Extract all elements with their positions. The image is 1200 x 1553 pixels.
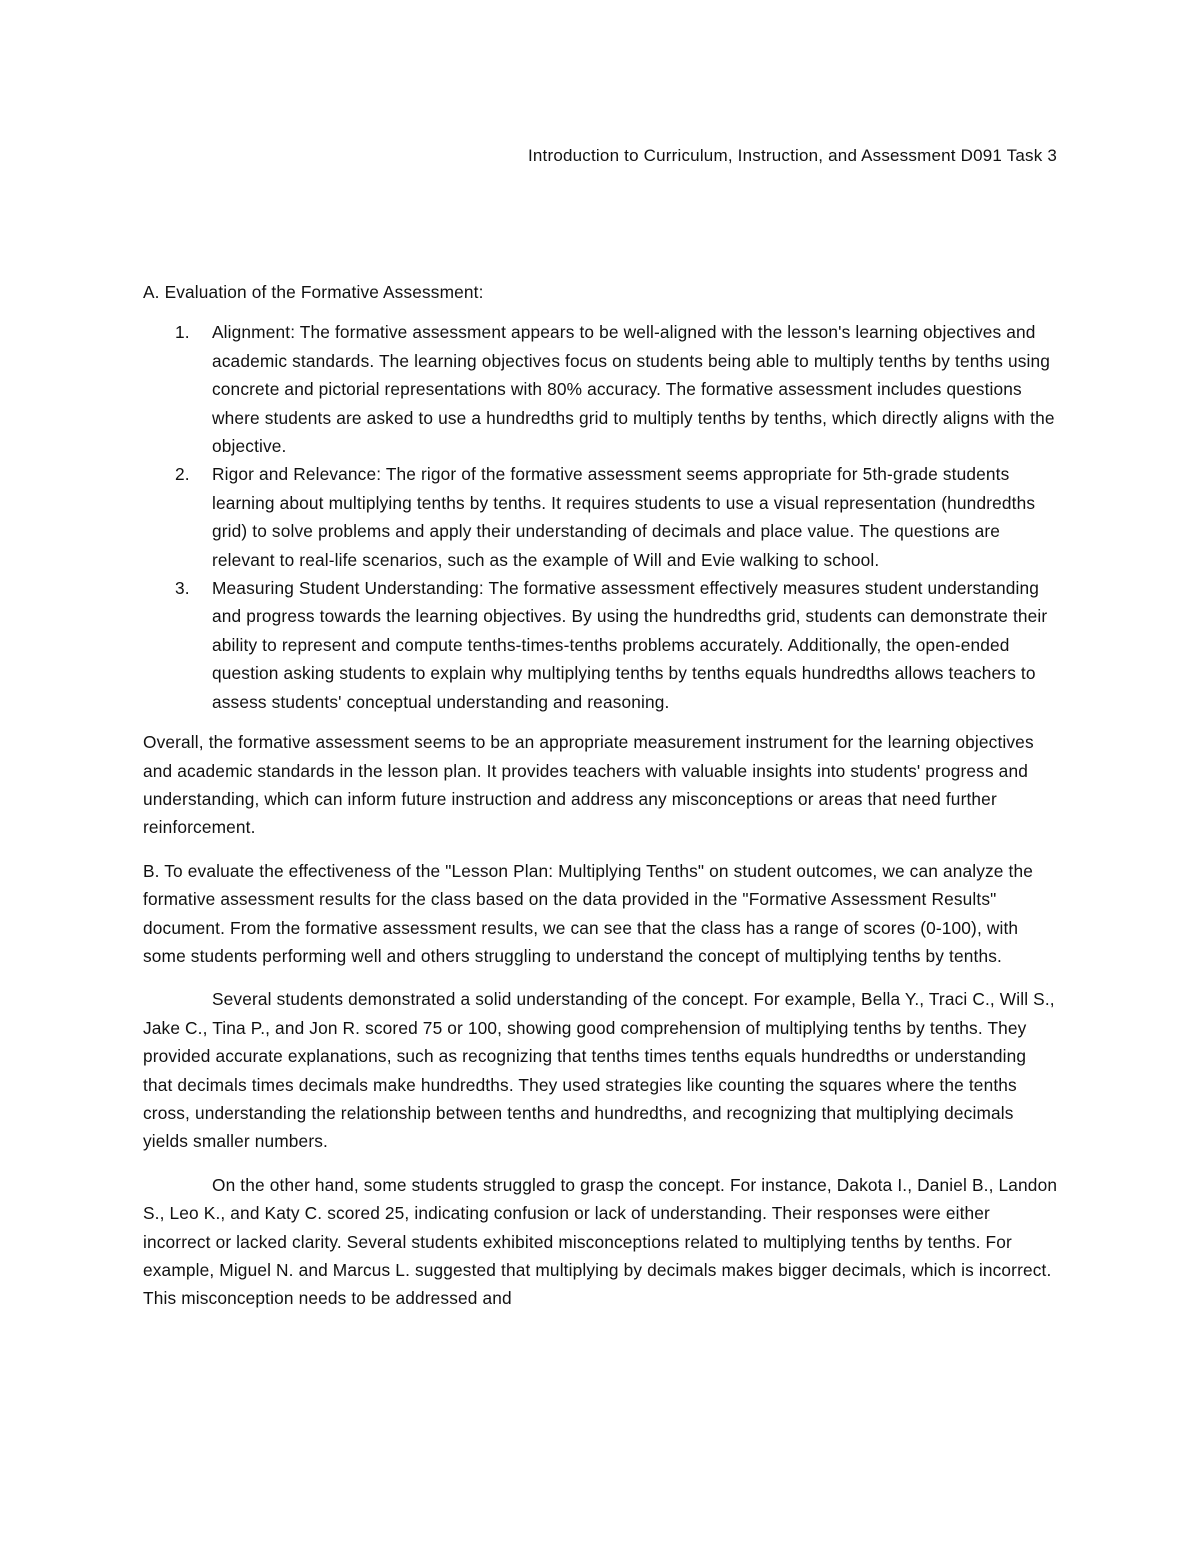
evaluation-list — [143, 318, 1058, 716]
section-b-paragraph-2: Several students demonstrated a solid understanding of the concept. For example, Bella Y., Traci C., Will S., Jake C., Tina P., and Jon R. scored 75 or 100, showing good comprehension of multiplying tenths by tenths. They provided accurate explanations, such as recognizing that tenths times tenths equals hundredths or understanding that decimals times decimals make hundredths. They used strategies like counting the squares where the tenths cross, understanding the relationship between tenths and hundredths, and recognizing that multiplying decimals yields smaller numbers. — [143, 989, 1055, 1152]
list-item-number: 1. — [175, 322, 190, 343]
page-header: Introduction to Curriculum, Instruction, and Assessment D091 Task 3 — [527, 146, 1057, 165]
list-item — [143, 460, 1058, 574]
list-item-text: Measuring Student Understanding: The formative assessment effectively measures student understanding and progress towards the learning objectives. By using the hundredths grid, students can demonstrate their ability to represent and compute tenths-times-tenths problems accurately. Additionally, the open-ended question asking students to explain why multiplying tenths by tenths equals hundredths allows teachers to assess students' conceptual understanding and reasoning. — [212, 578, 1048, 712]
list-item-text: Rigor and Relevance: The rigor of the formative assessment seems appropriate for 5th-grade students learning about multiplying tenths by tenths. It requires students to use a visual representation (hundredths grid) to solve problems and apply their understanding of decimals and place value. The questions are relevant to real-life scenarios, such as the example of Will and Evie walking to school. — [212, 464, 1036, 570]
list-item — [143, 318, 1058, 460]
overall-paragraph: Overall, the formative assessment seems to be an appropriate measurement instrument for the learning objectives and academic standards in the lesson plan. It provides teachers with valuable insights into students' progress and understanding, which can inform future instruction and address any misconceptions or areas that need further reinforcement. — [143, 732, 1034, 838]
list-item-text: Alignment: The formative assessment appears to be well-aligned with the lesson's learning objectives and academic standards. The learning objectives focus on students being able to multiply tenths by tenths using concrete and pictorial representations with 80% accuracy. The formative assessment includes questions where students are asked to use a hundredths grid to multiply tenths by tenths, which directly aligns with the objective. — [212, 322, 1055, 457]
section-a-heading: A. Evaluation of the Formative Assessment: — [143, 282, 484, 302]
list-item — [143, 574, 1058, 716]
section-b-intro-paragraph: B. To evaluate the effectiveness of the "Lesson Plan: Multiplying Tenths" on student outcomes, we can analyze the formative assessment results for the class based on the data provided in the "Formative Assessment Results" document. From the formative assessment results, we can see that the class has a range of scores (0-100), with some students performing well and others struggling to understand the concept of multiplying tenths by tenths. — [143, 860, 1033, 966]
section-b-paragraph-3: On the other hand, some students struggled to grasp the concept. For instance, Dakota I., Daniel B., Landon S., Leo K., and Katy C. scored 25, indicating confusion or lack of understanding. Their responses were either incorrect or lacked clarity. Several students exhibited misconceptions related to multiplying tenths by tenths. For example, Miguel N. and Marcus L. suggested that multiplying by decimals makes bigger decimals, which is incorrect. This misconception needs to be addressed and — [143, 1174, 1058, 1309]
list-item-number: 2. — [175, 464, 190, 485]
list-item-number: 3. — [175, 578, 190, 599]
document-body — [143, 278, 1058, 1313]
